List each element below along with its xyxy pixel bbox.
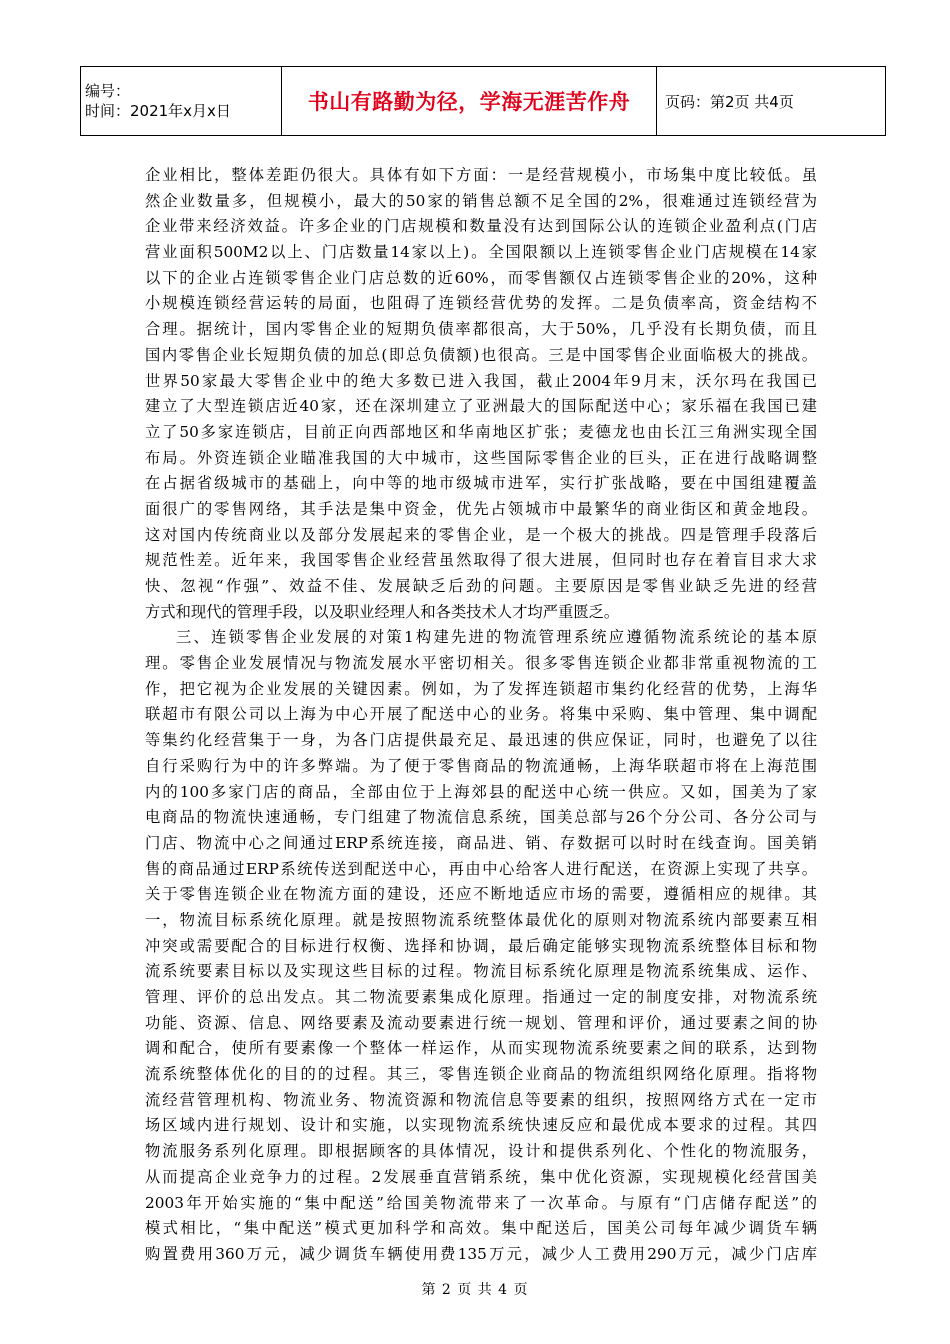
body-line: 世界50家最大零售企业中的绝大多数已进入我国，截止2004年9月末，沃尔玛在我国已: [145, 371, 817, 390]
body-line: 国内零售企业长短期负债的加总(即总负债额)也很高。三是中国零售企业面临极大的挑战。: [145, 345, 817, 364]
body-line: 2003年开始实施的“集中配送”给国美物流带来了一次革命。与原有“门店储存配送”的: [145, 1193, 817, 1212]
body-line: 建立了大型连锁店近40家，还在深圳建立了亚洲最大的国际配送中心；家乐福在我国已建: [145, 397, 817, 416]
body-line: 从而提高企业竞争力的过程。2发展垂直营销系统，集中优化资源，实现规模化经营国美: [145, 1167, 817, 1186]
body-line: 冲突或需要配合的目标进行权衡、选择和协调，最后确定能够实现物流系统整体目标和物: [145, 936, 817, 955]
body-line: 关于零售连锁企业在物流方面的建设，还应不断地适应市场的需要，遵循相应的规律。其: [145, 885, 817, 904]
document-time-label: 时间：2021年x月x日: [85, 102, 231, 120]
body-line: 快、忽视“作强”、效益不佳、发展缺乏后劲的问题。主要原因是零售业缺乏先进的经营: [145, 577, 817, 595]
body-line: 购置费用360万元，减少调货车辆使用费135万元，减少人工费用290万元，减少门店库: [145, 1244, 817, 1263]
body-line: 流系统整体优化的目的的过程。其三，零售连锁企业商品的物流组织网络化原理。指将物: [145, 1065, 817, 1084]
body-line: 企业带来经济效益。许多企业的门店规模和数量没有达到国际公认的连锁企业盈利点(门店: [145, 217, 817, 236]
body-line: 三、连锁零售企业发展的对策1构建先进的物流管理系统应遵循物流系统论的基本原: [176, 628, 817, 647]
body-line: 这对国内传统商业以及部分发展起来的零售企业，是一个极大的挑战。四是管理手段落后: [145, 525, 817, 544]
body-line: 电商品的物流快速通畅，专门组建了物流信息系统，国美总部与26个分公司、各分公司与: [145, 808, 817, 827]
body-line: 内的100多家门店的商品，全部由位于上海郊县的配送中心统一供应。又如，国美为了家: [145, 782, 817, 801]
body-line: 场区域内进行规划、设计和实施，以实现物流系统快速反应和最优成本要求的过程。其四: [145, 1116, 817, 1135]
body-line: 流经营管理机构、物流业务、物流资源和物流信息等要素的组织，按照网络方式在一定市: [145, 1090, 817, 1109]
body-line: 流系统要素目标以及实现这些目标的过程。物流目标系统化原理是物流系统集成、运作、: [145, 962, 817, 981]
header-motto: 书山有路勤为径，学海无涯苦作舟: [282, 67, 657, 136]
body-line: 管理、评价的总出发点。其二物流要素集成化原理。指通过一定的制度安排，对物流系统: [145, 988, 817, 1006]
body-line: 模式相比，“集中配送”模式更加科学和高效。集中配送后，国美公司每年减少调货车辆: [145, 1219, 817, 1238]
body-line: 布局。外资连锁企业瞄准我国的大中城市，这些国际零售企业的巨头，正在进行战略调整: [145, 448, 817, 467]
body-line: 立了50多家连锁店，目前正向西部地区和华南地区扩张；麦德龙也由长江三角洲实现全国: [145, 422, 817, 441]
body-line: 小规模连锁经营运转的局面，也阻碍了连锁经营优势的发挥。二是负债率高，资金结构不: [145, 294, 817, 313]
body-line: 企业相比，整体差距仍很大。具体有如下方面：一是经营规模小，市场集中度比较低。虽: [145, 166, 817, 184]
body-line: 在占据省级城市的基础上，向中等的地市级城市进军，实行扩张战略，要在中国组建覆盖: [145, 474, 817, 493]
body-line: 然企业数量多，但规模小，最大的50家的销售总额不足全国的2%，很难通过连锁经营为: [145, 191, 817, 210]
body-line: 物流服务系列化原理。即根据顾客的具体情况，设计和提供系列化、个性化的物流服务，: [145, 1142, 817, 1161]
document-number-label: 编号：: [85, 82, 131, 100]
page-footer: 第 2 页 共 4 页: [421, 1282, 529, 1298]
body-line: 自行采购行为中的许多弊端。为了便于零售商品的物流通畅，上海华联超市将在上海范围: [145, 756, 817, 775]
body-line: 门店、物流中心之间通过ERP系统连接，商品进、销、存数据可以时时在线查询。国美销: [145, 833, 817, 852]
header-meta-cell: [81, 67, 282, 136]
header-page-info: 页码：第2页 共4页: [657, 67, 886, 136]
body-line: 合理。据统计，国内零售企业的短期负债率都很高，大于50%，几乎没有长期负债，而且: [145, 320, 817, 339]
body-line: 一，物流目标系统化原理。就是按照物流系统整体最优化的原则对物流系统内部要素互相: [145, 910, 817, 929]
body-line: 调和配合，使所有要素像一个整体一样运作，从而实现物流系统要素之间的联系，达到物: [145, 1039, 817, 1058]
page-header: [80, 66, 886, 136]
body-line: 售的商品通过ERP系统传送到配送中心，再由中心给客人进行配送，在资源上实现了共享。: [145, 859, 817, 878]
body-line: 方式和现代的管理手段，以及职业经理人和各类技术人才均严重匮乏。: [145, 602, 620, 621]
body-text: [145, 163, 817, 1268]
body-line: 营业面积500M2以上、门店数量14家以上)。全国限额以上连锁零售企业门店规模在14家: [145, 243, 817, 262]
body-line: 理。零售企业发展情况与物流发展水平密切相关。很多零售连锁企业都非常重视物流的工: [145, 654, 817, 673]
body-line: 联超市有限公司以上海为中心开展了配送中心的业务。将集中采购、集中管理、集中调配: [145, 705, 817, 724]
body-line: 规范性差。近年来，我国零售企业经营虽然取得了很大进展，但同时也存在着盲目求大求: [145, 551, 817, 570]
body-line: 面很广的零售网络，其手法是集中资金，优先占领城市中最繁华的商业街区和黄金地段。: [145, 499, 817, 518]
body-line: 以下的企业占连锁零售企业门店总数的近60%，而零售额仅占连锁零售企业的20%，这种: [145, 268, 817, 287]
body-line: 功能、资源、信息、网络要素及流动要素进行统一规划、管理和评价，通过要素之间的协: [145, 1013, 817, 1032]
body-line: 作，把它视为企业发展的关键因素。例如，为了发挥连锁超市集约化经营的优势，上海华: [145, 679, 817, 698]
body-line: 等集约化经营集于一身，为各门店提供最充足、最迅速的供应保证，同时，也避免了以往: [145, 731, 817, 750]
